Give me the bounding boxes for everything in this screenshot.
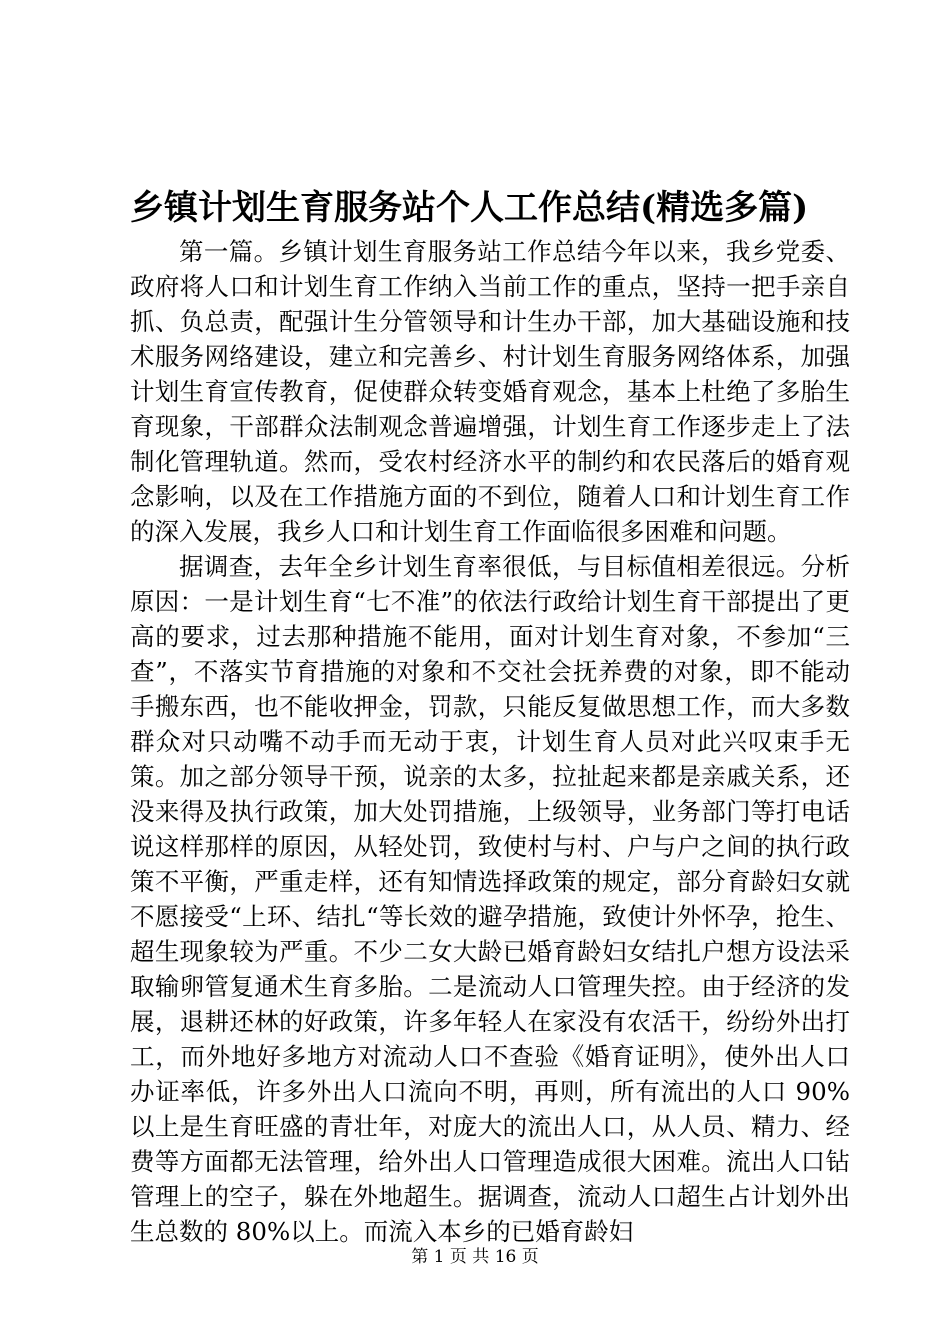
paragraph-1: 第一篇。乡镇计划生育服务站工作总结今年以来，我乡党委、政府将人口和计划生育工作纳入当前工作的重点，坚持一把手亲自抓、负总责，配强计生分管领导和计生办干部，加大基础设施和技术服务网络建设，建立和完善乡、村计划生育服务网络体系，加强计划生育宣传教育，促使群众转变婚育观念，基本上杜绝了多胎生育现象，干部群众法制观念普遍增强，计划生育工作逐步走上了法制化管理轨道。然而，受农村经济水平的制约和农民落后的婚育观念影响，以及在工作措施方面的不到位，随着人口和计划生育工作的深入发展，我乡人口和计划生育工作面临很多困难和问题。 bbox=[130, 237, 850, 546]
paragraph-2: 据调查，去年全乡计划生育率很低，与目标值相差很远。分析原因：一是计划生育“七不准”的依法行政给计划生育干部提出了更高的要求，过去那种措施不能用，面对计划生育对象，不参加“三查”，不落实节育措施的对象和不交社会抚养费的对象，即不能动手搬东西，也不能收押金，罚款，只能反复做思想工作，而大多数群众对只动嘴不动手而无动于衷，计划生育人员对此兴叹束手无策。加之部分领导干预，说亲的太多，拉扯起来都是亲戚关系，还没来得及执行政策，加大处罚措施，上级领导，业务部门等打电话说这样那样的原因，从轻处罚，致使村与村、户与户之间的执行政策不平衡，严重走样，还有知情选择政策的规定，部分育龄妇女就不愿接受“上环、结扎“等长效的避孕措施，致使计外怀孕，抢生、超生现象较为严重。不少二女大龄已婚育龄妇女结扎户想方设法采取输卵管复通术生育多胎。二是流动人口管理失控。由于经济的发展，退耕还林的好政策，许多年轻人在家没有农活干，纷纷外出打工，而外地好多地方对流动人口不查验《婚育证明》，使外出人口办证率低，许多外出人口流向不明，再则，所有流出的人口 90%以上是生育旺盛的青壮年，对庞大的流出人口，从人员、精力、经费等方面都无法管理，给外出人口管理造成很大困难。流出人口钻管理上的空子，躲在外地超生。据调查，流动人口超生占计划外出生总数的 80%以上。而流入本乡的已婚育龄妇 bbox=[130, 552, 850, 1246]
document-title: 乡镇计划生育服务站个人工作总结(精选多篇) bbox=[130, 188, 809, 228]
document-body bbox=[130, 234, 850, 1249]
page-footer: 第 1 页 共 16 页 bbox=[411, 1247, 539, 1267]
